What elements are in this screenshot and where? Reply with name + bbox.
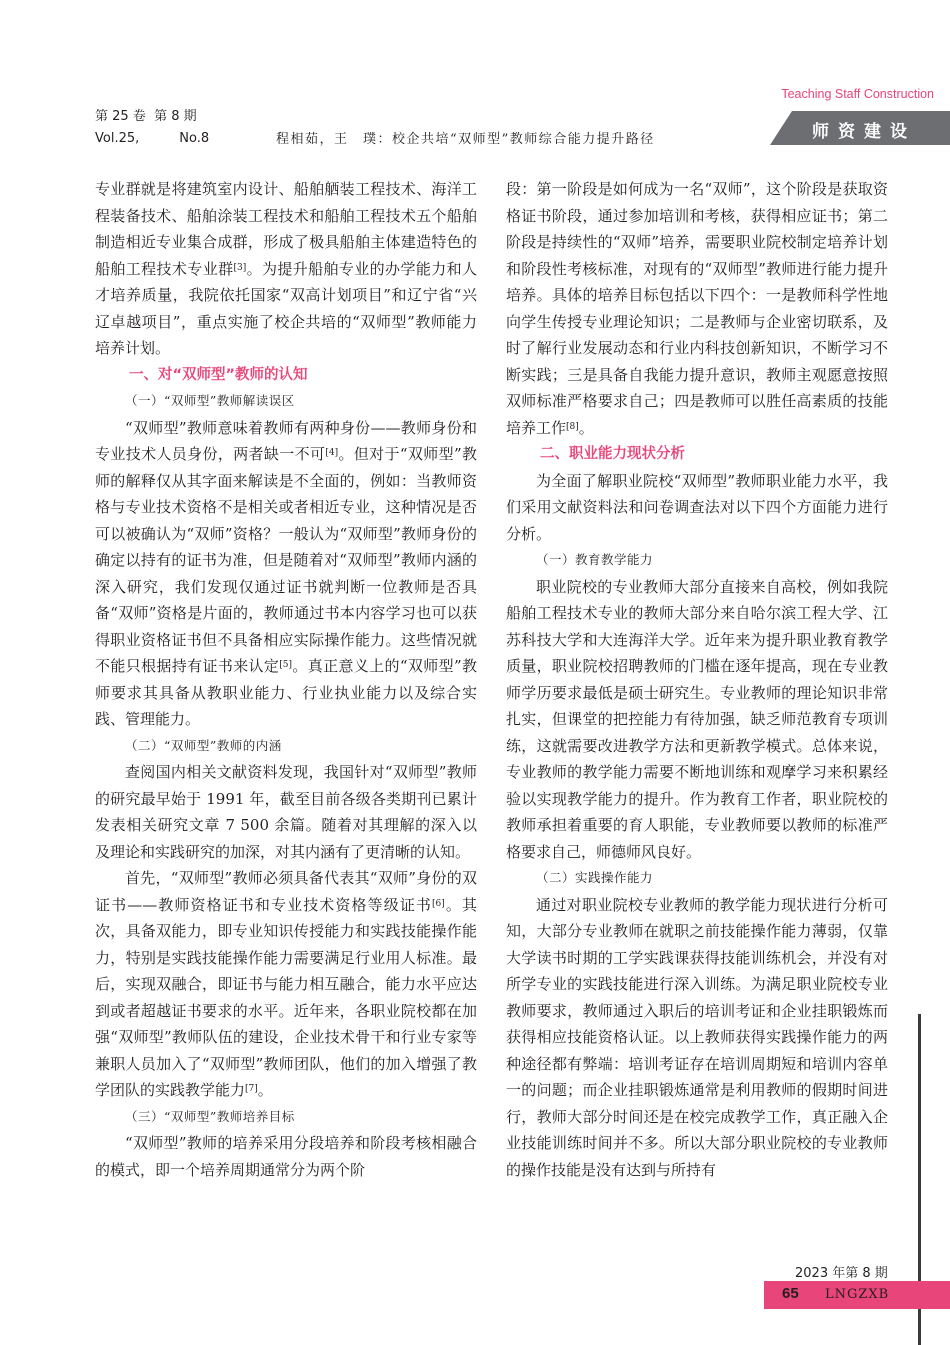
footer-year-issue: 2023 年第 8 期 bbox=[795, 1266, 888, 1281]
subheading-2-1: （一）教育教学能力 bbox=[536, 552, 654, 567]
issue-en: No.8 bbox=[179, 131, 210, 146]
paragraph: 通过对职业院校专业教师的教学能力现状进行分析可知，大部分专业教师在就职之前技能操作能力薄弱，仅靠大学读书时期的工学实践课获得技能训练机会，并没有对所学专业的实践技能进行深入训练。为满足职业院校专业教师要求，教师通过入职后的培训考证和企业挂职锻炼而获得相应技能资格认证。以上教师获得实践操作能力的两种途径都有弊端：培训考证存在培训周期短和培训内容单一的问题；而企业挂职锻炼通常是利用教师的假期时间进行，教师大部分时间还是在校完成教学工作，真正融入企业技能训练时间并不多。所以大部分职业院校的专业教师的操作技能是没有达到与所持有 bbox=[506, 895, 888, 1179]
issue-info bbox=[95, 106, 209, 150]
section-title-en: Teaching Staff Construction bbox=[781, 87, 934, 101]
running-title: 程相茹，王 璞：校企共培“双师型”教师综合能力提升路径 bbox=[276, 132, 655, 147]
subheading-2-2: （二）实践操作能力 bbox=[536, 870, 654, 885]
journal-code: LNGZXB bbox=[825, 1287, 890, 1302]
subheading-1-3: （三）“双师型”教师培养目标 bbox=[125, 1108, 295, 1124]
citation: [7] bbox=[245, 1084, 258, 1094]
volume-en: Vol.25, bbox=[95, 131, 140, 146]
paragraph: 专业群就是将建筑室内设计、船舶舾装工程技术、海洋工程装备技术、船舶涂装工程技术和船舶工程技术五个船舶制造相近专业集合成群，形成了极具船舶主体建造特色的船舶工程技术专业群[3]。为提升船舶专业的办学能力和人才培养质量，我院依托国家“双高计划项目”和辽宁省“兴辽卓越项目”，重点实施了校企共培的“双师型”教师能力培养计划。 bbox=[95, 180, 477, 357]
banner-notch bbox=[770, 111, 792, 145]
citation: [5] bbox=[279, 660, 293, 670]
heading-2: 二、职业能力现状分析 bbox=[540, 446, 685, 462]
paragraph: 职业院校的专业教师大部分直接来自高校，例如我院船舶工程技术专业的教师大部分来自哈尔滨工程大学、江苏科技大学和大连海洋大学。近年来为提升职业教育教学质量，职业院校招聘教师的门槛在逐年提高，现在专业教师学历要求最低是硕士研究生。专业教师的理论知识非常扎实，但课堂的把控能力有待加强，缺乏师范教育专项训练，这就需要改进教学方法和更新教学模式。总体来说，专业教师的教学能力需要不断地训练和观摩学习来积累经验以实现教学能力的提升。作为教育工作者，职业院校的教师承担着重要的育人职能，专业教师要以教师的标准严格要求自己，师德师风良好。 bbox=[506, 577, 888, 861]
citation: [4] bbox=[325, 448, 339, 458]
heading-1: 一、对“双师型”教师的认知 bbox=[129, 366, 308, 383]
paragraph: 段：第一阶段是如何成为一名“双师”，这个阶段是获取资格证书阶段，通过参加培训和考核，获得相应证书；第二阶段是持续性的“双师”培养，需要职业院校制定培养计划和阶段性考核标准，对现有的“双师型”教师进行能力提升培养。具体的培养目标包括以下四个：一是教师科学性地向学生传授专业理论知识；二是教师与企业密切联系，及时了解行业发展动态和行业内科技创新知识，不断学习不断实践；三是具备自我能力提升意识，教师主观愿意按照双师标准严格要求自己；四是教师可以胜任高素质的技能培养工作[8]。 bbox=[506, 180, 888, 437]
section-banner bbox=[770, 111, 950, 145]
citation: [3] bbox=[233, 262, 247, 273]
paragraph: 首先，“双师型”教师必须具备代表其“双师”身份的双证书——教师资格证书和专业技术资格等级证书[6]。其次，具备双能力，即专业知识传授能力和实践技能操作能力，特别是实践技能操作能力需要满足行业用人标准。最后，实现双融合，即证书与能力相互融合，能力水平应达到或者超越证书要求的水平。近年来，各职业院校都在加强“双师型”教师队伍的建设，企业技术骨干和行业专家等兼职人员加入了“双师型”教师团队，他们的加入增强了教学团队的实践教学能力[7]。 bbox=[95, 869, 477, 1099]
issue-cn: 第 8 期 bbox=[154, 109, 197, 124]
paragraph: “双师型”教师的培养采用分段培养和阶段考核相融合的模式，即一个培养周期通常分为两个阶 bbox=[95, 1134, 477, 1179]
right-column bbox=[506, 176, 888, 1183]
subheading-1-2: （二）“双师型”教师的内涵 bbox=[125, 737, 282, 753]
paragraph: 查阅国内相关文献资料发现，我国针对“双师型”教师的研究最早始于 1991 年，截至目前各级各类期刊已累计发表相关研究文章 7 500 余篇。随着对其理解的深入以及理论和实践研究的加深，对其内涵有了更清晰的认知。 bbox=[95, 763, 477, 861]
page-number: 65 bbox=[782, 1285, 799, 1302]
paragraph: “双师型”教师意味着教师有两种身份——教师身份和专业技术人员身份，两者缺一不可[4]。但对于“双师型”教师的解释仅从其字面来解读是不全面的，例如：当教师资格与专业技术资格不是相关或者相近专业，这种情况是否可以被确认为“双师”资格？一般认为“双师型”教师身份的确定以持有的证书为准，但是随着对“双师型”教师内涵的深入研究，我们发现仅通过证书就判断一位教师是否具备“双师”资格是片面的，教师通过书本内容学习也可以获得职业资格证书但不具备相应实际操作能力。这些情况就不能只根据持有证书来认定[5]。真正意义上的“双师型”教师要求其具备从教职业能力、行业执业能力以及综合实践、管理能力。 bbox=[95, 418, 477, 728]
section-title-cn: 师资建设 bbox=[812, 122, 916, 142]
citation: [6] bbox=[432, 898, 445, 909]
subheading-1-1: （一）“双师型”教师解读误区 bbox=[125, 393, 295, 408]
citation: [8] bbox=[566, 421, 579, 432]
paragraph: 为全面了解职业院校“双师型”教师职业能力水平，我们采用文献资料法和问卷调查法对以下四个方面能力进行分析。 bbox=[506, 471, 888, 543]
left-column bbox=[95, 176, 477, 1183]
volume-cn: 第 25 卷 bbox=[95, 109, 146, 124]
